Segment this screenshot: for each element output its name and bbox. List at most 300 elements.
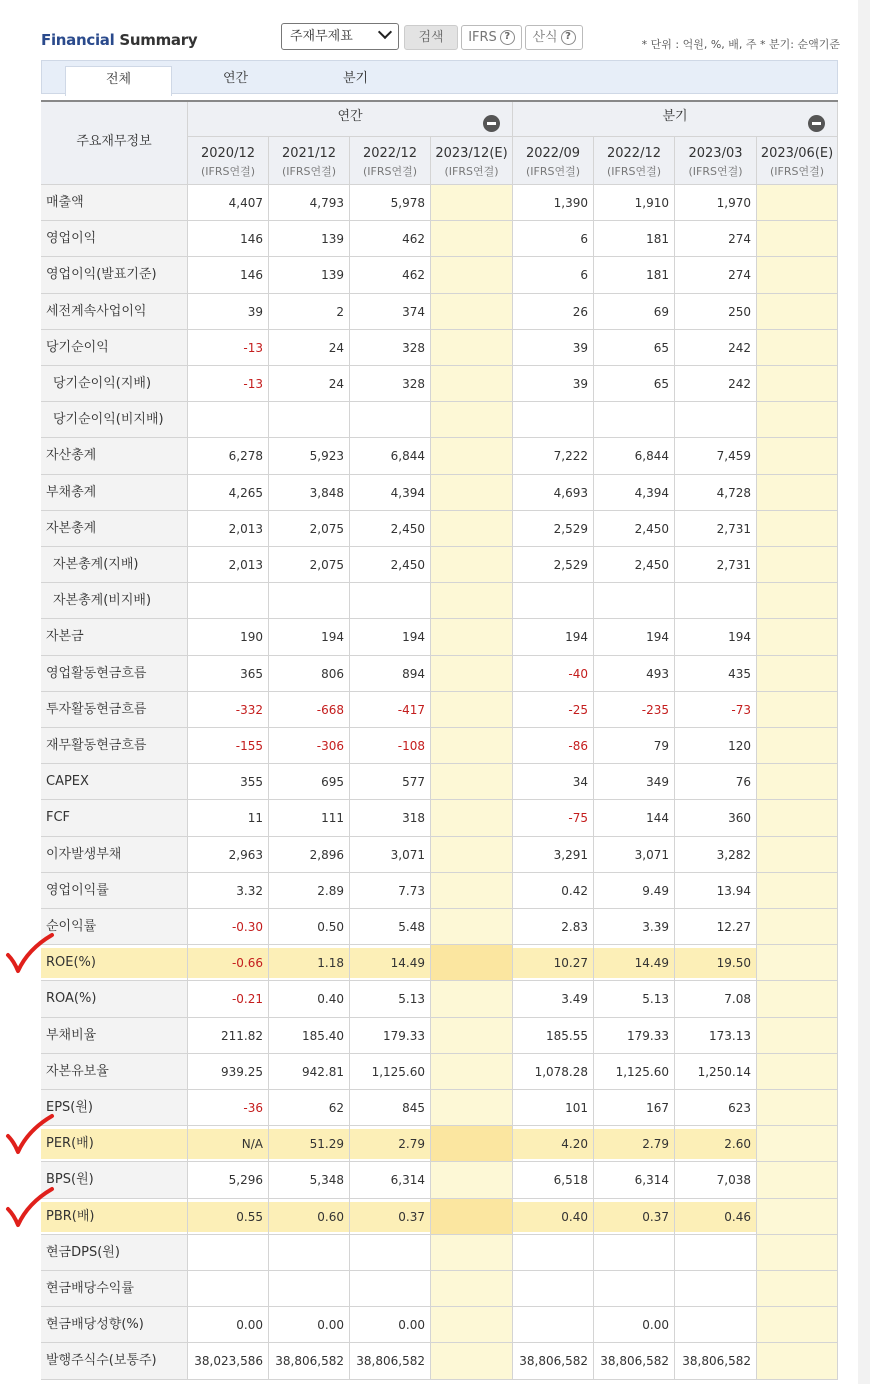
row-label: 재무활동현금흐름 [41, 728, 188, 764]
table-cell [431, 366, 513, 402]
table-cell: 185.55 [513, 1018, 594, 1054]
row-label: 당기순이익(비지배) [41, 402, 188, 438]
table-cell: 3,282 [675, 837, 757, 873]
table-cell [431, 1235, 513, 1271]
table-cell: 173.13 [675, 1018, 757, 1054]
table-cell [431, 1090, 513, 1126]
table-cell: 38,806,582 [513, 1343, 594, 1379]
table-cell: -417 [350, 692, 431, 728]
table-cell: -25 [513, 692, 594, 728]
table-cell: 2,450 [594, 547, 675, 583]
table-cell: 69 [594, 294, 675, 330]
table-cell: -0.30 [188, 909, 269, 945]
table-cell: -155 [188, 728, 269, 764]
table-cell [594, 402, 675, 438]
table-cell [675, 583, 757, 619]
table-cell: 194 [675, 619, 757, 655]
table-cell: 6,844 [594, 438, 675, 474]
table-cell: 3,071 [350, 837, 431, 873]
table-cell: 101 [513, 1090, 594, 1126]
column-header [350, 137, 431, 185]
table-cell: -36 [188, 1090, 269, 1126]
table-cell: 2.79 [350, 1126, 431, 1162]
table-cell: 242 [675, 330, 757, 366]
table-cell: 9.49 [594, 873, 675, 909]
row-label: 당기순이익 [41, 330, 188, 366]
table-cell [431, 1271, 513, 1307]
table-cell: 2,731 [675, 511, 757, 547]
table-cell: -0.21 [188, 981, 269, 1017]
table-cell [431, 1162, 513, 1198]
table-cell: -13 [188, 330, 269, 366]
table-cell: 2,075 [269, 511, 350, 547]
table-cell [431, 1126, 513, 1162]
table-cell: 76 [675, 764, 757, 800]
table-cell: 806 [269, 656, 350, 692]
table-cell: 139 [269, 257, 350, 293]
table-cell [757, 692, 838, 728]
table-cell [431, 873, 513, 909]
table-cell: 211.82 [188, 1018, 269, 1054]
table-cell: -13 [188, 366, 269, 402]
row-label: ROA(%) [41, 981, 188, 1017]
search-button-label: 검색 [418, 30, 444, 45]
table-cell: 2,529 [513, 547, 594, 583]
table-cell: 51.29 [269, 1126, 350, 1162]
column-basis: (IFRS연결) [444, 165, 499, 178]
table-cell [431, 909, 513, 945]
table-cell [431, 1343, 513, 1379]
table-cell [757, 185, 838, 221]
table-cell: 4,394 [350, 475, 431, 511]
table-cell: 695 [269, 764, 350, 800]
table-cell [431, 837, 513, 873]
table-cell: 5.48 [350, 909, 431, 945]
table-cell [757, 619, 838, 655]
table-cell: 4,728 [675, 475, 757, 511]
column-basis: (IFRS연결) [362, 165, 418, 178]
table-cell: 3.49 [513, 981, 594, 1017]
table-cell [431, 656, 513, 692]
table-cell: 65 [594, 366, 675, 402]
table-cell [431, 800, 513, 836]
table-cell [431, 294, 513, 330]
table-cell: 462 [350, 221, 431, 257]
table-cell [431, 583, 513, 619]
table-cell [757, 583, 838, 619]
table-cell: 2.89 [269, 873, 350, 909]
table-cell [431, 1018, 513, 1054]
row-label: PBR(배) [41, 1199, 188, 1235]
table-cell: 2,450 [350, 547, 431, 583]
table-cell [431, 221, 513, 257]
column-header [594, 137, 675, 185]
table-cell: 6 [513, 257, 594, 293]
question-icon: ? [500, 30, 515, 45]
table-cell: 4,394 [594, 475, 675, 511]
table-cell: 365 [188, 656, 269, 692]
statement-type-dropdown[interactable] [281, 23, 399, 50]
table-cell: 5,296 [188, 1162, 269, 1198]
row-label: FCF [41, 800, 188, 836]
table-cell: 194 [513, 619, 594, 655]
table-cell [513, 402, 594, 438]
search-button[interactable] [404, 25, 458, 50]
table-cell: 1,250.14 [675, 1054, 757, 1090]
unit-note: * 단위 : 억원, %, 배, 주 * 분기: 순액기준 [641, 38, 840, 51]
table-cell [350, 402, 431, 438]
table-cell: 1,125.60 [350, 1054, 431, 1090]
table-cell: 493 [594, 656, 675, 692]
table-cell [675, 1271, 757, 1307]
column-header [431, 137, 513, 185]
table-cell [188, 1271, 269, 1307]
table-cell [675, 1235, 757, 1271]
table-cell: 250 [675, 294, 757, 330]
table-cell [757, 221, 838, 257]
red-checkmark-icon [4, 931, 56, 975]
table-cell: 355 [188, 764, 269, 800]
table-cell [513, 583, 594, 619]
table-cell: 2 [269, 294, 350, 330]
table-cell [431, 619, 513, 655]
table-cell [188, 1235, 269, 1271]
table-cell: 328 [350, 366, 431, 402]
table-cell [269, 1235, 350, 1271]
table-cell: 2,075 [269, 547, 350, 583]
table-cell [431, 475, 513, 511]
column-basis: (IFRS연결) [200, 165, 256, 178]
row-label: 부채총계 [41, 475, 188, 511]
row-label: 세전계속사업이익 [41, 294, 188, 330]
table-cell: 38,806,582 [269, 1343, 350, 1379]
table-cell: 7.08 [675, 981, 757, 1017]
column-header [269, 137, 350, 185]
table-cell [431, 981, 513, 1017]
tab-label: 연간 [222, 71, 249, 86]
table-cell [757, 294, 838, 330]
table-cell: 24 [269, 366, 350, 402]
column-group-header [188, 102, 513, 137]
column-basis: (IFRS연결) [688, 165, 743, 178]
page-scrollbar-track[interactable] [858, 0, 870, 1384]
table-cell [757, 873, 838, 909]
row-label: 자본총계(비지배) [41, 583, 188, 619]
row-label: 영업이익(발표기준) [41, 257, 188, 293]
table-cell: 194 [269, 619, 350, 655]
table-cell [757, 800, 838, 836]
table-cell: 181 [594, 257, 675, 293]
table-cell: 0.46 [675, 1199, 757, 1235]
table-cell: 1,970 [675, 185, 757, 221]
table-cell: 2,450 [594, 511, 675, 547]
table-cell [757, 728, 838, 764]
table-cell [431, 692, 513, 728]
column-basis: (IFRS연결) [525, 165, 581, 178]
column-header [188, 137, 269, 185]
ifrs-button-label: IFRS [468, 30, 497, 45]
table-cell [431, 330, 513, 366]
table-cell [757, 330, 838, 366]
row-label: 자본금 [41, 619, 188, 655]
dropdown-value: 주재무제표 [290, 29, 353, 44]
table-cell: 349 [594, 764, 675, 800]
column-period: 2022/12 [362, 146, 417, 161]
row-label: ROE(%) [41, 945, 188, 981]
column-basis: (IFRS연결) [606, 165, 662, 178]
table-cell: 1,910 [594, 185, 675, 221]
row-label: 현금배당수익률 [41, 1271, 188, 1307]
table-cell: -306 [269, 728, 350, 764]
table-cell: 577 [350, 764, 431, 800]
column-header [513, 137, 594, 185]
table-cell: 34 [513, 764, 594, 800]
column-group-header [513, 102, 838, 137]
table-cell: 2,013 [188, 547, 269, 583]
table-cell [757, 1090, 838, 1126]
table-cell: 2,963 [188, 837, 269, 873]
table-cell: 0.40 [513, 1199, 594, 1235]
ifrs-help-button[interactable] [461, 25, 522, 50]
table-cell: 194 [350, 619, 431, 655]
table-cell: 185.40 [269, 1018, 350, 1054]
table-cell [594, 1235, 675, 1271]
table-cell: 6,314 [594, 1162, 675, 1198]
table-cell: 181 [594, 221, 675, 257]
table-cell [757, 656, 838, 692]
table-cell [269, 1271, 350, 1307]
table-cell: 167 [594, 1090, 675, 1126]
table-cell: 2,450 [350, 511, 431, 547]
table-cell: -235 [594, 692, 675, 728]
table-cell: 5.13 [594, 981, 675, 1017]
table-cell: 0.55 [188, 1199, 269, 1235]
table-cell: 19.50 [675, 945, 757, 981]
column-basis: (IFRS연결) [769, 165, 825, 178]
table-cell: 3,071 [594, 837, 675, 873]
table-cell [513, 1307, 594, 1343]
table-cell: -108 [350, 728, 431, 764]
table-cell [757, 1162, 838, 1198]
table-cell: 274 [675, 257, 757, 293]
table-cell [757, 257, 838, 293]
table-cell: 39 [513, 330, 594, 366]
table-cell [431, 945, 513, 981]
table-cell: 7.73 [350, 873, 431, 909]
row-label: 당기순이익(지배) [41, 366, 188, 402]
table-cell: 3,291 [513, 837, 594, 873]
table-cell [188, 402, 269, 438]
table-cell [757, 1343, 838, 1379]
table-cell: 845 [350, 1090, 431, 1126]
table-cell: -73 [675, 692, 757, 728]
table-cell [757, 438, 838, 474]
row-label: PER(배) [41, 1126, 188, 1162]
table-cell [757, 837, 838, 873]
table-cell [431, 547, 513, 583]
table-cell [757, 909, 838, 945]
tab-annual[interactable] [182, 66, 289, 96]
table-cell: 4,407 [188, 185, 269, 221]
table-cell: 4,265 [188, 475, 269, 511]
table-cell [431, 511, 513, 547]
section-title [41, 31, 197, 49]
table-cell: 0.60 [269, 1199, 350, 1235]
table-cell: 24 [269, 330, 350, 366]
table-cell: 39 [188, 294, 269, 330]
table-cell: 65 [594, 330, 675, 366]
table-cell: 6,314 [350, 1162, 431, 1198]
row-label: BPS(원) [41, 1162, 188, 1198]
table-cell: 26 [513, 294, 594, 330]
table-cell: 144 [594, 800, 675, 836]
row-label: 현금DPS(원) [41, 1235, 188, 1271]
table-cell: 2,013 [188, 511, 269, 547]
tab-quarterly[interactable] [302, 66, 409, 96]
table-cell [757, 1271, 838, 1307]
row-label: 영업이익률 [41, 873, 188, 909]
table-cell [431, 764, 513, 800]
row-label: CAPEX [41, 764, 188, 800]
table-cell: 3,848 [269, 475, 350, 511]
table-cell [757, 475, 838, 511]
table-cell [757, 945, 838, 981]
table-cell: 2,529 [513, 511, 594, 547]
question-icon: ? [561, 30, 576, 45]
row-label: 자본유보율 [41, 1054, 188, 1090]
table-cell [431, 257, 513, 293]
table-cell: 79 [594, 728, 675, 764]
table-cell: 38,806,582 [350, 1343, 431, 1379]
table-cell: 939.25 [188, 1054, 269, 1090]
table-cell [188, 583, 269, 619]
table-cell: 894 [350, 656, 431, 692]
table-cell [757, 366, 838, 402]
table-cell: 0.00 [594, 1307, 675, 1343]
table-cell: 2.60 [675, 1126, 757, 1162]
table-cell: 39 [513, 366, 594, 402]
table-cell: 1,125.60 [594, 1054, 675, 1090]
tab-label: 전체 [105, 72, 132, 87]
table-cell [757, 981, 838, 1017]
table-cell [269, 583, 350, 619]
table-cell: 2.79 [594, 1126, 675, 1162]
collapse-minus-icon[interactable] [483, 115, 500, 132]
table-cell: 179.33 [350, 1018, 431, 1054]
table-cell [513, 1235, 594, 1271]
table-cell: 318 [350, 800, 431, 836]
column-period: 2022/12 [606, 146, 661, 161]
row-label: 순이익률 [41, 909, 188, 945]
table-cell: 2.83 [513, 909, 594, 945]
tab-all[interactable] [65, 66, 172, 96]
table-cell [513, 1271, 594, 1307]
table-cell: -332 [188, 692, 269, 728]
row-label: 자본총계 [41, 511, 188, 547]
table-cell: 120 [675, 728, 757, 764]
table-cell [757, 1199, 838, 1235]
table-cell: 139 [269, 221, 350, 257]
row-label: 영업활동현금흐름 [41, 656, 188, 692]
collapse-minus-icon[interactable] [808, 115, 825, 132]
table-cell: 5.13 [350, 981, 431, 1017]
column-period: 2023/06(E) [760, 146, 834, 161]
table-cell [350, 583, 431, 619]
table-cell: 5,978 [350, 185, 431, 221]
table-cell [675, 402, 757, 438]
table-cell: 328 [350, 330, 431, 366]
column-header [757, 137, 838, 185]
table-cell: -0.66 [188, 945, 269, 981]
row-label: 부채비율 [41, 1018, 188, 1054]
table-cell: 6,844 [350, 438, 431, 474]
table-cell: 11 [188, 800, 269, 836]
table-cell: 146 [188, 257, 269, 293]
table-cell: 4,793 [269, 185, 350, 221]
table-cell [350, 1271, 431, 1307]
table-cell: 111 [269, 800, 350, 836]
row-label: 투자활동현금흐름 [41, 692, 188, 728]
table-cell: 190 [188, 619, 269, 655]
table-cell: 5,923 [269, 438, 350, 474]
table-cell [431, 1054, 513, 1090]
table-cell: 0.42 [513, 873, 594, 909]
table-cell: 360 [675, 800, 757, 836]
table-cell: 0.00 [350, 1307, 431, 1343]
column-period: 2023/03 [688, 146, 743, 161]
table-cell [675, 1307, 757, 1343]
row-label: 영업이익 [41, 221, 188, 257]
table-cell: 10.27 [513, 945, 594, 981]
red-checkmark-icon [4, 1112, 56, 1156]
table-cell: -40 [513, 656, 594, 692]
tab-label: 분기 [342, 71, 369, 86]
group-label: 분기 [662, 109, 688, 124]
period-tabs [41, 60, 838, 94]
table-cell: 1.18 [269, 945, 350, 981]
row-label: 자본총계(지배) [41, 547, 188, 583]
table-cell: 462 [350, 257, 431, 293]
table-cell: 7,038 [675, 1162, 757, 1198]
table-cell: 2,896 [269, 837, 350, 873]
formula-help-button[interactable] [525, 25, 583, 50]
table-cell [431, 185, 513, 221]
table-cell: 7,222 [513, 438, 594, 474]
summary-toolbar [40, 22, 840, 58]
table-cell: 942.81 [269, 1054, 350, 1090]
table-cell: 435 [675, 656, 757, 692]
table-cell: 1,390 [513, 185, 594, 221]
table-cell: 3.32 [188, 873, 269, 909]
table-cell: 2,731 [675, 547, 757, 583]
table-cell: -75 [513, 800, 594, 836]
table-cell [757, 1307, 838, 1343]
table-cell: 4.20 [513, 1126, 594, 1162]
table-cell: 12.27 [675, 909, 757, 945]
table-cell: 6,278 [188, 438, 269, 474]
column-period: 2020/12 [200, 146, 255, 161]
title-rest: Summary [114, 31, 198, 49]
table-cell: 623 [675, 1090, 757, 1126]
row-label: EPS(원) [41, 1090, 188, 1126]
table-cell: 1,078.28 [513, 1054, 594, 1090]
table-cell: -668 [269, 692, 350, 728]
row-label: 자산총계 [41, 438, 188, 474]
table-cell: 374 [350, 294, 431, 330]
row-label: 발행주식수(보통주) [41, 1343, 188, 1379]
table-cell: 7,459 [675, 438, 757, 474]
table-cell: 3.39 [594, 909, 675, 945]
